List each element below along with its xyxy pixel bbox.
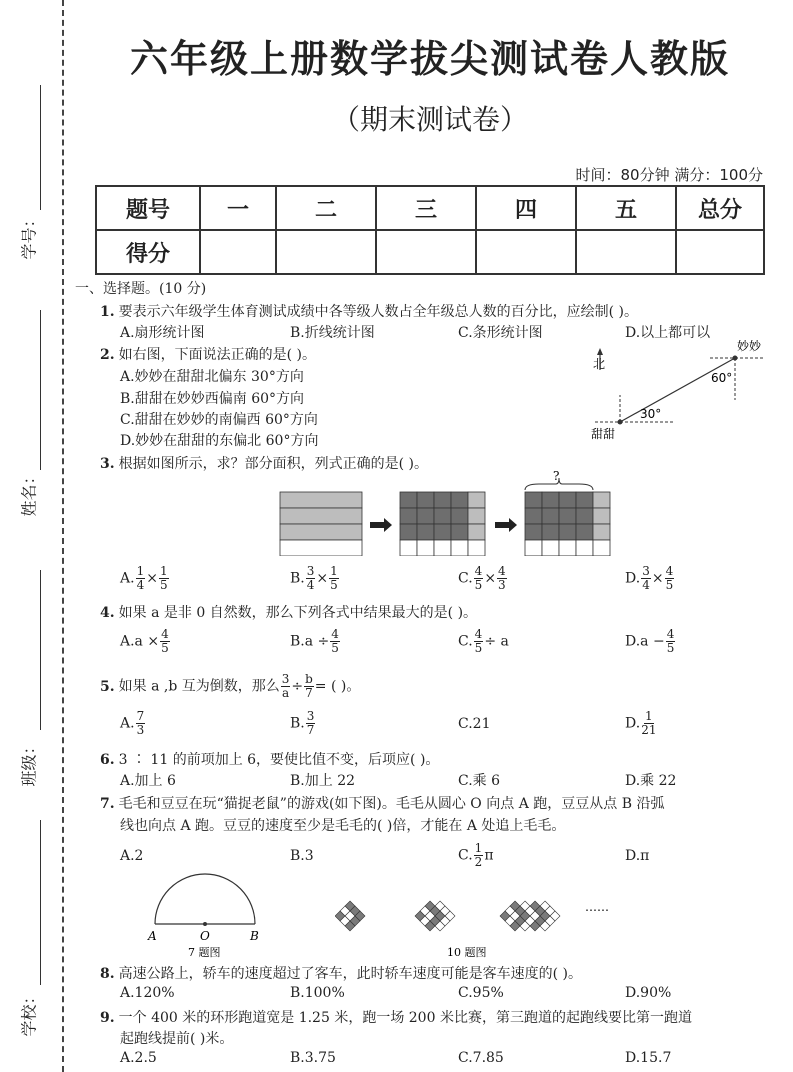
- svg-text:?: ?: [553, 470, 560, 483]
- svg-text:北: 北: [593, 357, 606, 371]
- q3-rect3-cell: [576, 540, 593, 556]
- q3-rect2-cell: [468, 524, 485, 540]
- q3-rect3-cell: [542, 524, 559, 540]
- q8-option-b[interactable]: B.100%: [290, 985, 345, 1001]
- class-label: 班级：: [19, 738, 39, 787]
- question-text: 要表示六年级学生体育测试成绩中各等级人数占全年级总人数的百分比，应绘制( )。: [118, 304, 638, 320]
- q9-option-d[interactable]: D.15.7: [625, 1050, 672, 1066]
- q3-option-a[interactable]: A. $\frac{1}{4}$ × $\frac{1}{5}$: [120, 564, 168, 592]
- q3-area-figure: [275, 470, 615, 556]
- score-table: [95, 185, 765, 275]
- q1-option-b[interactable]: B.折线统计图: [290, 325, 375, 341]
- q3-rect2-cell: [434, 524, 451, 540]
- svg-text:妙妙: 妙妙: [737, 340, 762, 353]
- question-8: [100, 963, 582, 983]
- q3-rect2-cell: [451, 508, 468, 524]
- q3-rect3-cell: [525, 524, 542, 540]
- question-text: 一个 400 米的环形跑道宽是 1.25 米，跑一场 200 米比赛，第三跑道的起跑线要比第一跑道: [118, 1010, 692, 1026]
- q3-option-c[interactable]: C. $\frac{4}{5}$ × $\frac{4}{3}$: [458, 564, 506, 592]
- q2-option-d[interactable]: D.妙妙在甜甜的东偏北 60°方向: [120, 433, 319, 449]
- q3-rect3-cell: [559, 508, 576, 524]
- svg-text:甜甜: 甜甜: [591, 427, 616, 441]
- score-blank[interactable]: [376, 230, 476, 274]
- class-underline: [40, 570, 41, 730]
- question-number: 7.: [100, 796, 115, 812]
- q7-semicircle-figure: [140, 870, 270, 960]
- score-blank[interactable]: [576, 230, 676, 274]
- q3-rect1-row: [280, 540, 362, 556]
- question-text: 如果 a 是非 0 自然数，那么下列各式中结果最大的是( )。: [118, 605, 478, 621]
- q3-rect1-row: [280, 524, 362, 540]
- q10-diamond-pattern-figure: [335, 880, 635, 960]
- q3-rect2-cell: [451, 492, 468, 508]
- student-id-label: 学号：: [19, 211, 39, 260]
- q3-option-d[interactable]: D. $\frac{3}{4}$ × $\frac{4}{5}$: [625, 564, 674, 592]
- svg-text:O: O: [200, 929, 210, 943]
- q7-option-b[interactable]: B.3: [290, 848, 314, 864]
- question-9: [100, 1007, 692, 1027]
- school-underline: [40, 820, 41, 985]
- question-7: [100, 793, 664, 813]
- q3-rect2-cell: [468, 508, 485, 524]
- q3-rect2-cell: [400, 492, 417, 508]
- q3-rect2-cell: [434, 540, 451, 556]
- q3-rect3-cell: [559, 524, 576, 540]
- q6-option-c[interactable]: C.乘 6: [458, 773, 501, 789]
- q3-rect3-cell: [525, 508, 542, 524]
- q2-option-c[interactable]: C.甜甜在妙妙的南偏西 60°方向: [120, 412, 318, 428]
- question-text: 3 ∶ 11 的前项加上 6，要使比值不变，后项应( )。: [118, 752, 440, 768]
- question-6: [100, 749, 439, 769]
- score-cell: 二: [276, 186, 376, 230]
- time-score-info: 时间：80分钟 满分：100分: [575, 166, 763, 184]
- q3-rect3-cell: [593, 524, 610, 540]
- score-table-header-row: [96, 186, 764, 230]
- q3-rect3-cell: [593, 492, 610, 508]
- score-cell: 题号: [96, 186, 200, 230]
- svg-text:B: B: [250, 929, 259, 943]
- q3-rect3-cell: [542, 540, 559, 556]
- question-4: [100, 602, 477, 622]
- q7-option-a[interactable]: A.2: [120, 848, 144, 864]
- q3-rect3-cell: [593, 540, 610, 556]
- q3-rect3-cell: [525, 492, 542, 508]
- q3-rect3-cell: [525, 540, 542, 556]
- q6-option-d[interactable]: D.乘 22: [625, 773, 677, 789]
- question-number: 2.: [100, 347, 115, 363]
- q3-rect2-cell: [417, 540, 434, 556]
- q4-option-d[interactable]: D.a − $\frac{4}{5}$: [625, 627, 675, 655]
- q3-rect2-cell: [451, 540, 468, 556]
- q3-rect1-row: [280, 492, 362, 508]
- q7-option-d[interactable]: D.π: [625, 848, 650, 864]
- q4-option-c[interactable]: C. $\frac{4}{5}$ ÷ a: [458, 627, 509, 655]
- q3-rect1-row: [280, 508, 362, 524]
- question-number: 6.: [100, 752, 115, 768]
- score-table-score-row: [96, 230, 764, 274]
- question-number: 1.: [100, 304, 115, 320]
- q1-option-d[interactable]: D.以上都可以: [625, 325, 711, 341]
- school-label: 学校：: [19, 988, 39, 1037]
- question-number: 8.: [100, 966, 115, 982]
- q3-rect2-cell: [468, 492, 485, 508]
- question-1: [100, 301, 638, 321]
- question-text: 如果 a ,b 互为倒数，那么: [118, 678, 280, 695]
- question-text: 根据如图所示，求？部分面积，列式正确的是( )。: [118, 456, 428, 472]
- q5-option-b[interactable]: B. $\frac{3}{7}$: [290, 709, 315, 737]
- q3-rect2-cell: [468, 540, 485, 556]
- q3-rect2-cell: [417, 508, 434, 524]
- name-underline: [40, 310, 41, 470]
- q9-option-a[interactable]: A.2.5: [120, 1050, 157, 1066]
- page-title: 六年级上册数学拔尖测试卷人教版: [129, 37, 730, 81]
- score-cell: 四: [476, 186, 576, 230]
- q3-rect3-cell: [542, 508, 559, 524]
- q5-option-d[interactable]: D. $\frac{1}{21}$: [625, 709, 657, 737]
- score-row-label: 得分: [96, 230, 200, 274]
- name-label: 姓名：: [19, 468, 39, 517]
- score-cell: 总分: [676, 186, 764, 230]
- question-text: 高速公路上，轿车的速度超过了客车，此时轿车速度可能是客车速度的( )。: [118, 966, 582, 982]
- q8-option-d[interactable]: D.90%: [625, 985, 672, 1001]
- q8-option-c[interactable]: C.95%: [458, 985, 504, 1001]
- section-heading: 一、选择题。(10 分): [75, 281, 207, 297]
- arrow-icon: [370, 518, 392, 532]
- question-9-line2: 起跑线提前( )米。: [120, 1031, 234, 1047]
- score-cell: 三: [376, 186, 476, 230]
- q7-option-c[interactable]: C. $\frac{1}{2}$ π: [458, 841, 494, 869]
- q2-option-b[interactable]: B.甜甜在妙妙西偏南 60°方向: [120, 391, 305, 407]
- page-subtitle: （期末测试卷）: [331, 103, 528, 136]
- q3-rect3-cell: [593, 508, 610, 524]
- question-number: 4.: [100, 605, 115, 621]
- id-underline: [40, 85, 41, 210]
- q1-option-c[interactable]: C.条形统计图: [458, 325, 543, 341]
- question-2: [100, 344, 316, 364]
- question-text: 如右图，下面说法正确的是( )。: [118, 347, 316, 363]
- score-cell: 一: [200, 186, 276, 230]
- score-cell: 五: [576, 186, 676, 230]
- q5-option-c[interactable]: C.21: [458, 716, 491, 732]
- q4-option-a[interactable]: A.a × $\frac{4}{5}$: [120, 627, 169, 655]
- q3-rect3-cell: [576, 524, 593, 540]
- score-blank[interactable]: [476, 230, 576, 274]
- q3-rect2-cell: [400, 540, 417, 556]
- q2-direction-figure: [585, 340, 775, 445]
- q3-rect3-cell: [576, 508, 593, 524]
- q9-option-c[interactable]: C.7.85: [458, 1050, 504, 1066]
- q3-rect3-cell: [576, 492, 593, 508]
- score-blank[interactable]: [200, 230, 276, 274]
- question-5: 5. 如果 a ,b 互为倒数，那么 $\frac{3}{a}$ ÷ $\frac{b}{7}$ = ( )。: [100, 672, 361, 700]
- score-blank[interactable]: [276, 230, 376, 274]
- svg-text:A: A: [148, 929, 157, 943]
- question-7-line2: 线也向点 A 跑。豆豆的速度至少是毛毛的( )倍，才能在 A 处追上毛毛。: [120, 818, 566, 834]
- svg-text:10 题图: 10 题图: [447, 946, 487, 959]
- question-number: 5.: [100, 678, 115, 695]
- svg-text:……: ……: [585, 900, 609, 914]
- q6-option-a[interactable]: A.加上 6: [120, 773, 176, 789]
- brace-icon: [525, 478, 593, 490]
- q2-option-a[interactable]: A.妙妙在甜甜北偏东 30°方向: [120, 369, 304, 385]
- q6-option-b[interactable]: B.加上 22: [290, 773, 356, 789]
- svg-text:30°: 30°: [640, 407, 662, 421]
- q3-rect2-cell: [417, 492, 434, 508]
- arrow-icon: [495, 518, 517, 532]
- q3-rect3-cell: [559, 540, 576, 556]
- q8-option-a[interactable]: A.120%: [120, 985, 175, 1001]
- score-blank[interactable]: [676, 230, 764, 274]
- q1-option-a[interactable]: A.扇形统计图: [120, 325, 205, 341]
- q3-rect2-cell: [400, 508, 417, 524]
- binding-dashed-line: [62, 0, 64, 1072]
- q4-option-b[interactable]: B.a ÷ $\frac{4}{5}$: [290, 627, 339, 655]
- svg-text:60°: 60°: [711, 371, 733, 385]
- q3-rect3-cell: [542, 492, 559, 508]
- question-number: 9.: [100, 1010, 115, 1026]
- q3-rect2-cell: [434, 508, 451, 524]
- q3-rect2-cell: [451, 524, 468, 540]
- q9-option-b[interactable]: B.3.75: [290, 1050, 336, 1066]
- q5-option-a[interactable]: A. $\frac{7}{3}$: [120, 709, 145, 737]
- q3-option-b[interactable]: B. $\frac{3}{4}$ × $\frac{1}{5}$: [290, 564, 338, 592]
- question-text: 毛毛和豆豆在玩“猫捉老鼠”的游戏(如下图)。毛毛从圆心 O 向点 A 跑，豆豆从点 B 沿弧: [118, 796, 665, 812]
- q3-rect2-cell: [434, 492, 451, 508]
- svg-text:7 题图: 7 题图: [188, 946, 221, 959]
- q3-rect2-cell: [400, 524, 417, 540]
- q3-rect2-cell: [417, 524, 434, 540]
- q3-rect3-cell: [559, 492, 576, 508]
- question-number: 3.: [100, 456, 115, 472]
